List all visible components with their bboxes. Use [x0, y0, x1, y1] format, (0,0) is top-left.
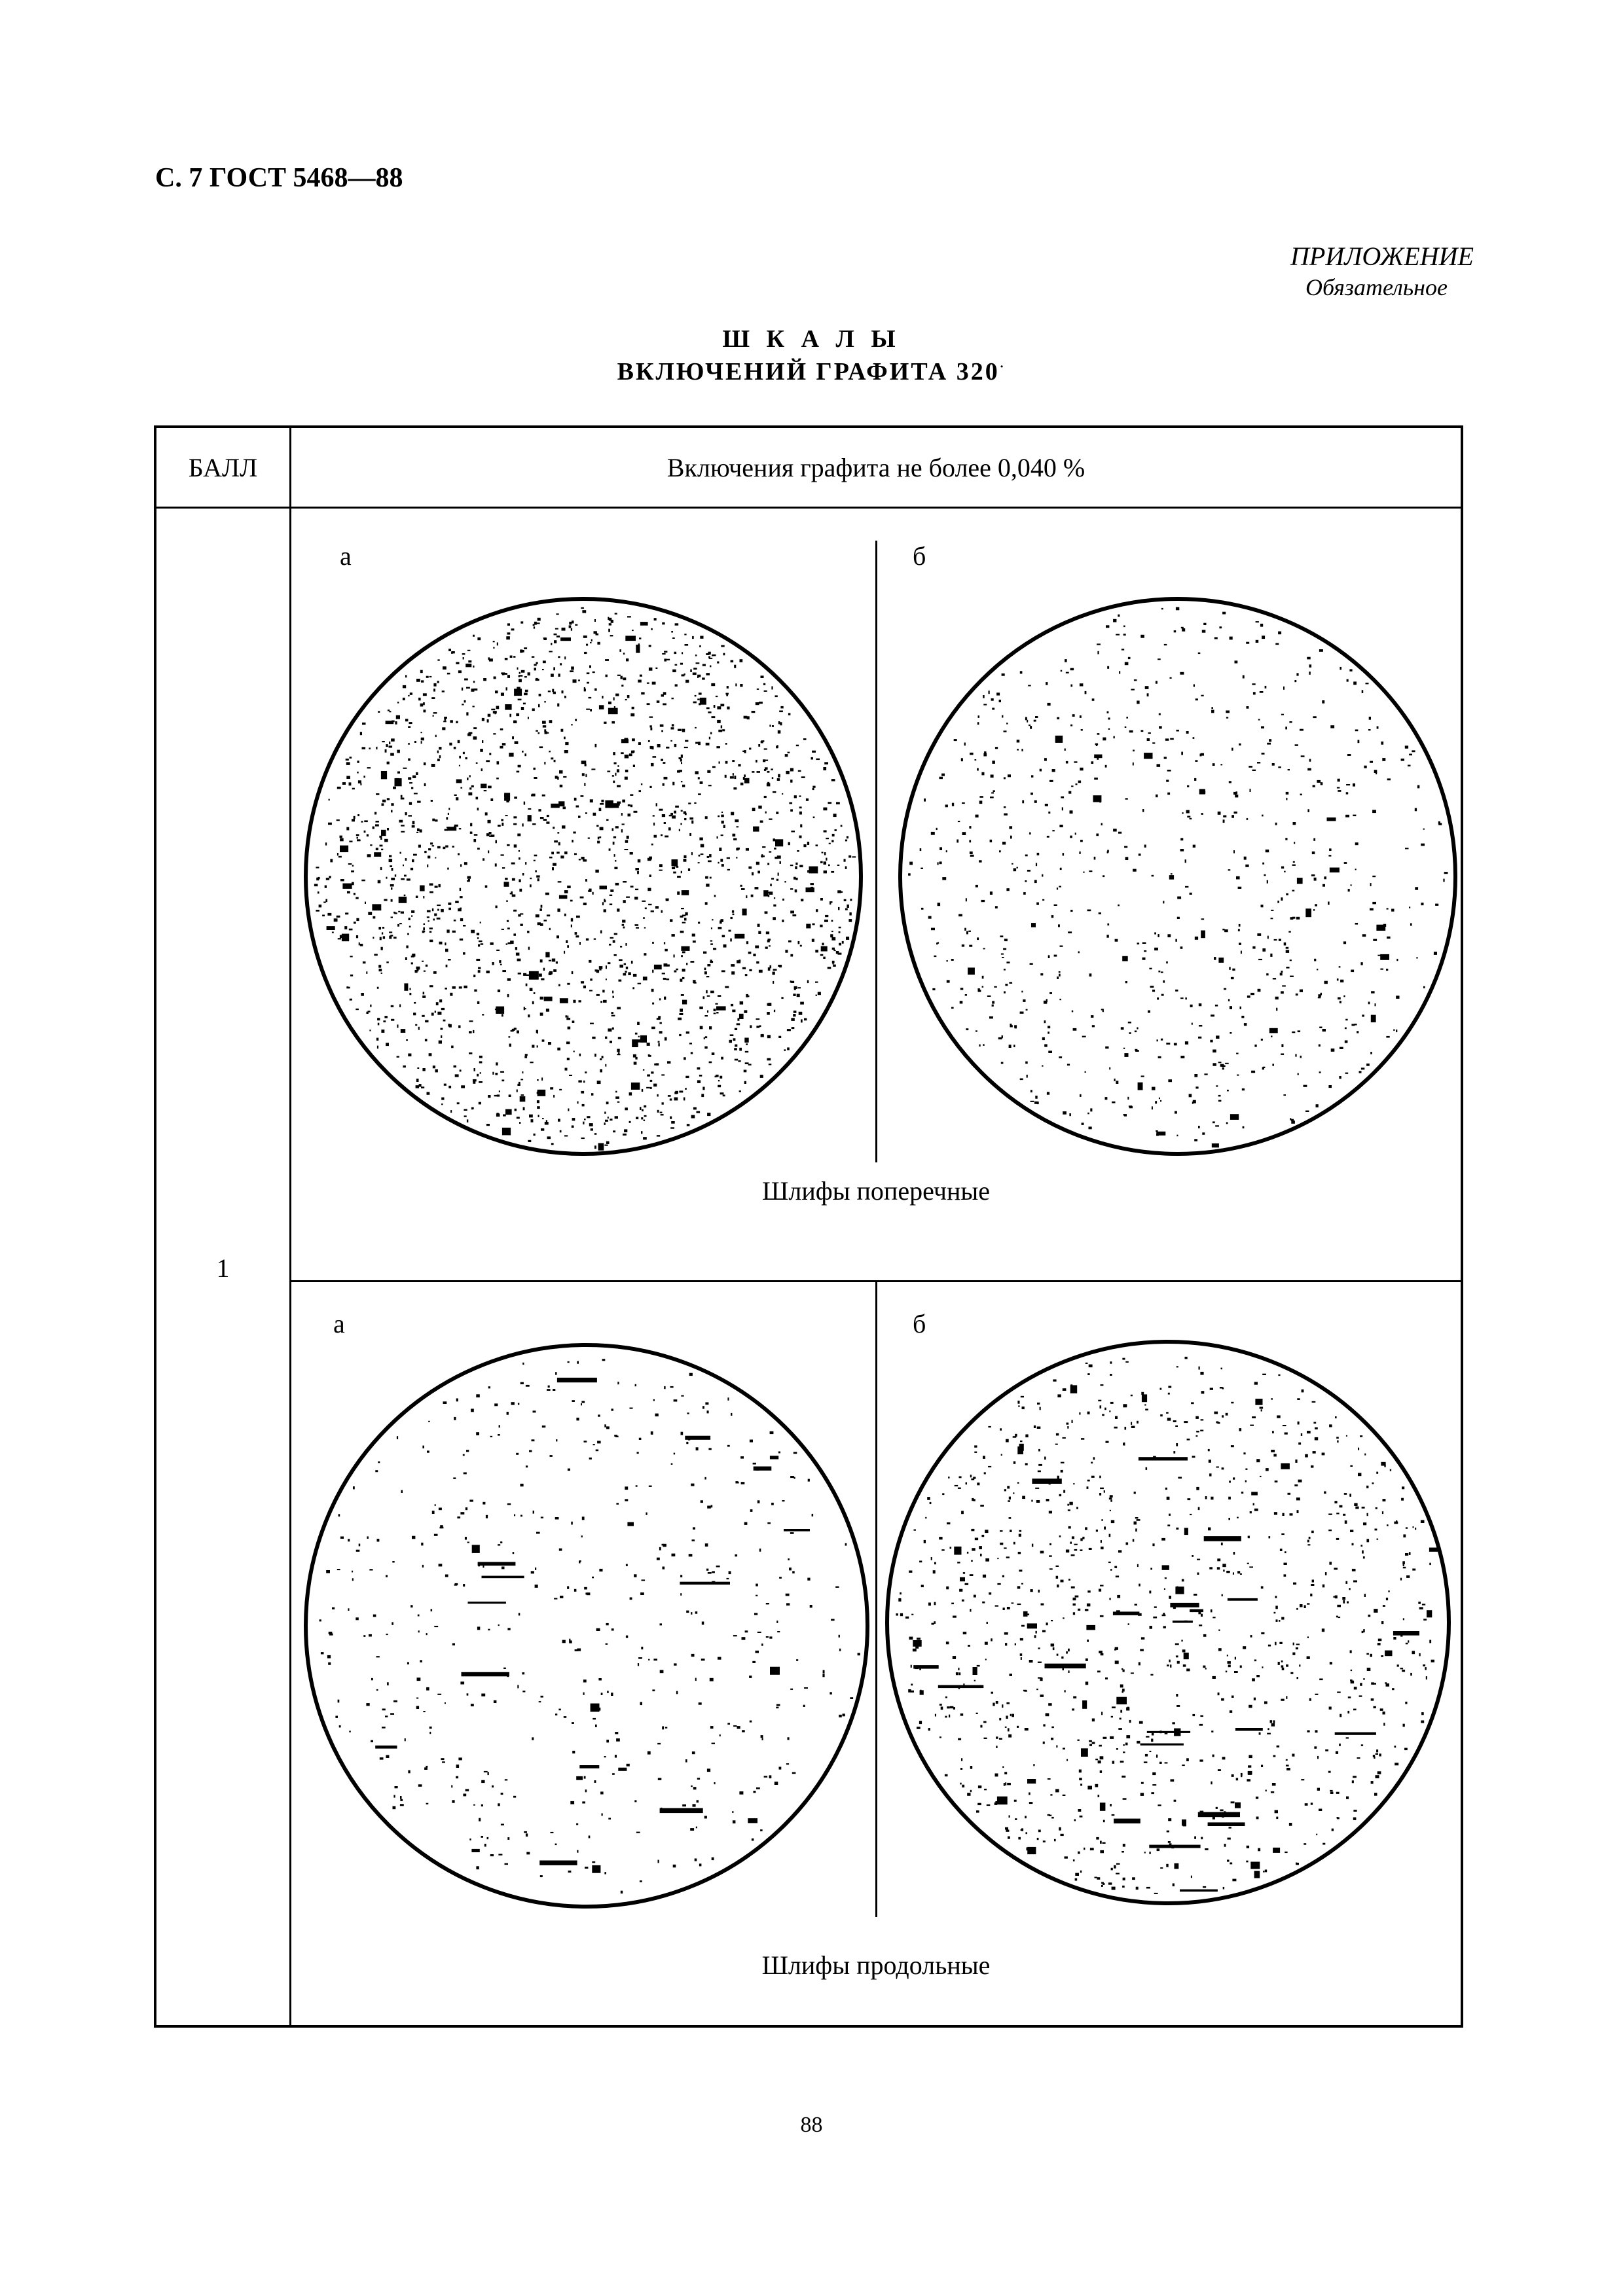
table-column-divider [289, 428, 291, 2025]
section-1-caption: Шлифы поперечные [762, 1176, 990, 1206]
table-header-divider [156, 507, 1461, 509]
column-header-description: Включения графита не более 0,040 % [666, 452, 1085, 482]
section-2-caption: Шлифы продольные [761, 1950, 991, 1980]
micrograph-longitudinal-a [302, 1341, 871, 1910]
micrograph-cross-b [896, 595, 1459, 1158]
ball-value: 1 [216, 1253, 230, 1283]
section-2-label-b: б [913, 1309, 926, 1338]
graphite-scale-table [154, 425, 1463, 2028]
document-subtitle: ВКЛЮЧЕНИЙ ГРАФИТА 320· [617, 358, 1006, 386]
micrograph-longitudinal-b [883, 1338, 1453, 1907]
section-1-label-b: б [913, 541, 926, 571]
appendix-label: ПРИЛОЖЕНИЕ [1290, 242, 1474, 271]
section-2-divider [875, 1282, 877, 1917]
page-number: 88 [800, 2113, 823, 2137]
appendix-status: Обязательное [1305, 274, 1448, 300]
document-title: Ш К А Л Ы [722, 325, 901, 353]
column-header-ball: БАЛЛ [188, 452, 258, 482]
section-2-label-a: а [333, 1309, 345, 1338]
section-1-divider [875, 541, 877, 1162]
section-1-label-a: а [340, 541, 352, 571]
page-reference: С. 7 ГОСТ 5468—88 [155, 163, 403, 193]
micrograph-cross-a [302, 595, 865, 1158]
